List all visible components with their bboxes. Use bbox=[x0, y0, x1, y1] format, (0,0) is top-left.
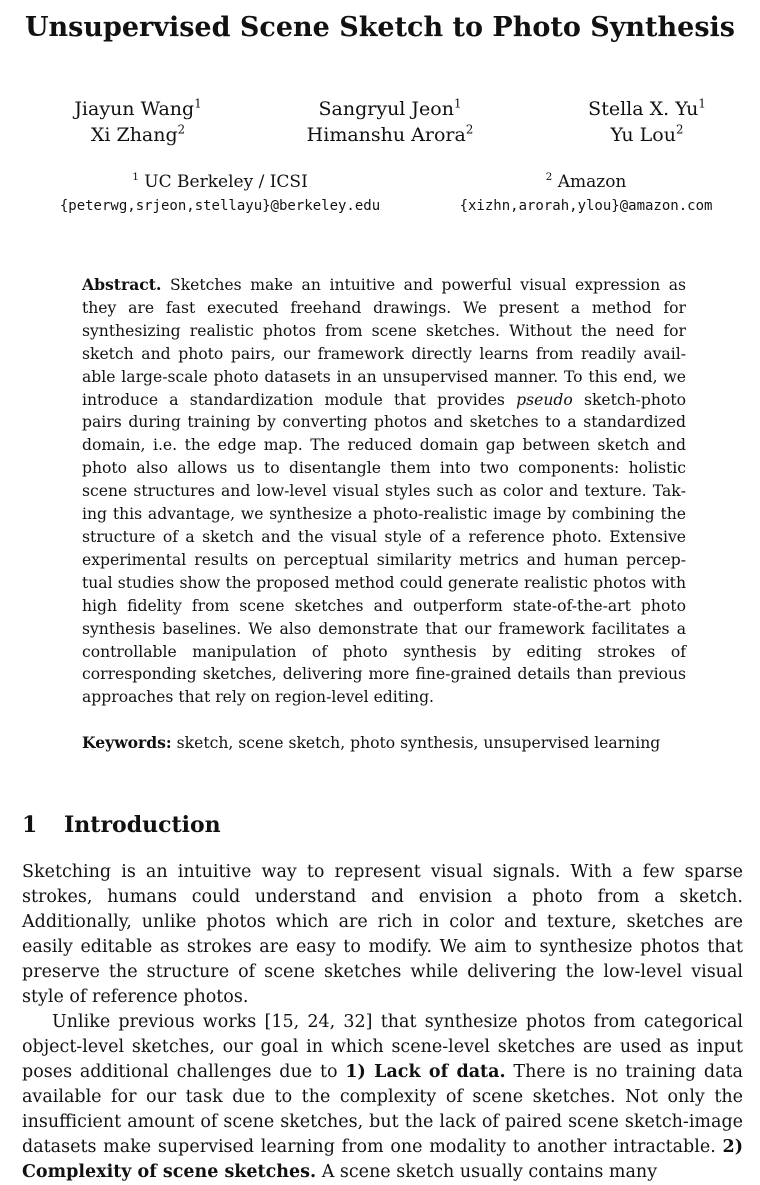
author-column-1 bbox=[38, 96, 238, 148]
author-column-2 bbox=[285, 96, 495, 148]
section-heading bbox=[22, 808, 221, 842]
author-name: Stella X. Yu$^1$ bbox=[588, 96, 706, 120]
keywords: Keywords: sketch, scene sketch, photo synthesis, unsupervised learning bbox=[82, 733, 661, 752]
section-number: 1 bbox=[22, 812, 38, 838]
paragraph: Sketching is an intuitive way to represent visual signals. With a few sparse strokes, humans could understand and envision a photo from a sketch. Additionally, unlike photos which are rich in color and texture, sketches are easily editable as strokes are easy to modify. We aim to synthesize photos that preserve the structure of scene sketches while delivering the low-level visual style of reference photos. bbox=[22, 862, 743, 1007]
section-title: Introduction bbox=[64, 812, 221, 838]
author-name: Jiayun Wang$^1$ bbox=[74, 96, 202, 120]
paragraph: Unlike previous works [15, 24, 32] that synthesize photos from categorical object-level sketches, our goal in which scene-level sketches are used as input poses additional challenges due to 1) Lack of data. There is no training data available for our task due to the complexity of scene sketches. Not only the insufficient amount of scene sketches, but the lack of paired scene sketch-image datasets make supervised learning from one modality to another intractable. 2) Complexity of scene sketches. A scene sketch usually contains many bbox=[22, 1012, 743, 1182]
abstract-label: Abstract. bbox=[82, 275, 162, 294]
paper-title: Unsupervised Scene Sketch to Photo Synthesis bbox=[24, 12, 735, 43]
affiliation-email: {xizhn,arorah,ylou}@amazon.com bbox=[459, 198, 713, 214]
affiliation-2: $^2$ Amazon {xizhn,arorah,ylou}@amazon.com bbox=[426, 170, 746, 218]
affiliation-email: {peterwg,srjeon,stellayu}@berkeley.edu bbox=[59, 198, 381, 214]
affiliation-1: $^1$ UC Berkeley / ICSI {peterwg,srjeon,stellayu}@berkeley.edu bbox=[20, 170, 420, 218]
author-name: Sangryul Jeon$^1$ bbox=[318, 96, 462, 120]
keywords-label: Keywords: bbox=[82, 733, 172, 752]
abstract: Abstract. Sketches make an intuitive and powerful visual expression as they are fast executed freehand drawings. We present a method for synthesizing realistic photos from scene sketches. Without the need for sketch and photo pairs, our framework directly learns from readily available large-scale photo datasets in an unsupervised manner. To this end, we introduce a standardization module that provides pseudo sketch-photo pairs during training by converting photos and sketches to a standardized domain, i.e. the edge map. The reduced domain gap between sketch and photo also allows us to disentangle them into two components: holistic scene structures and low-level visual styles such as color and texture. Taking this advantage, we synthesize a photo-realistic image by combining the structure of a sketch and the visual style of a reference photo. Extensive experimental results on perceptual similarity metrics and human perceptual studies show the proposed method could generate realistic photos with high fidelity from scene sketches and outperform state-of-the-art photo synthesis baselines. We also demonstrate that our framework facilitates a controllable manipulation of photo synthesis by editing strokes of corresponding sketches, delivering more fine-grained details than previous approaches that rely on region-level editing. bbox=[82, 275, 686, 707]
author-name: Xi Zhang$^2$ bbox=[90, 122, 186, 146]
author-column-3 bbox=[562, 96, 732, 148]
author-name: Himanshu Arora$^2$ bbox=[306, 122, 474, 146]
body-text bbox=[22, 860, 743, 1185]
author-name: Yu Lou$^2$ bbox=[610, 122, 684, 146]
